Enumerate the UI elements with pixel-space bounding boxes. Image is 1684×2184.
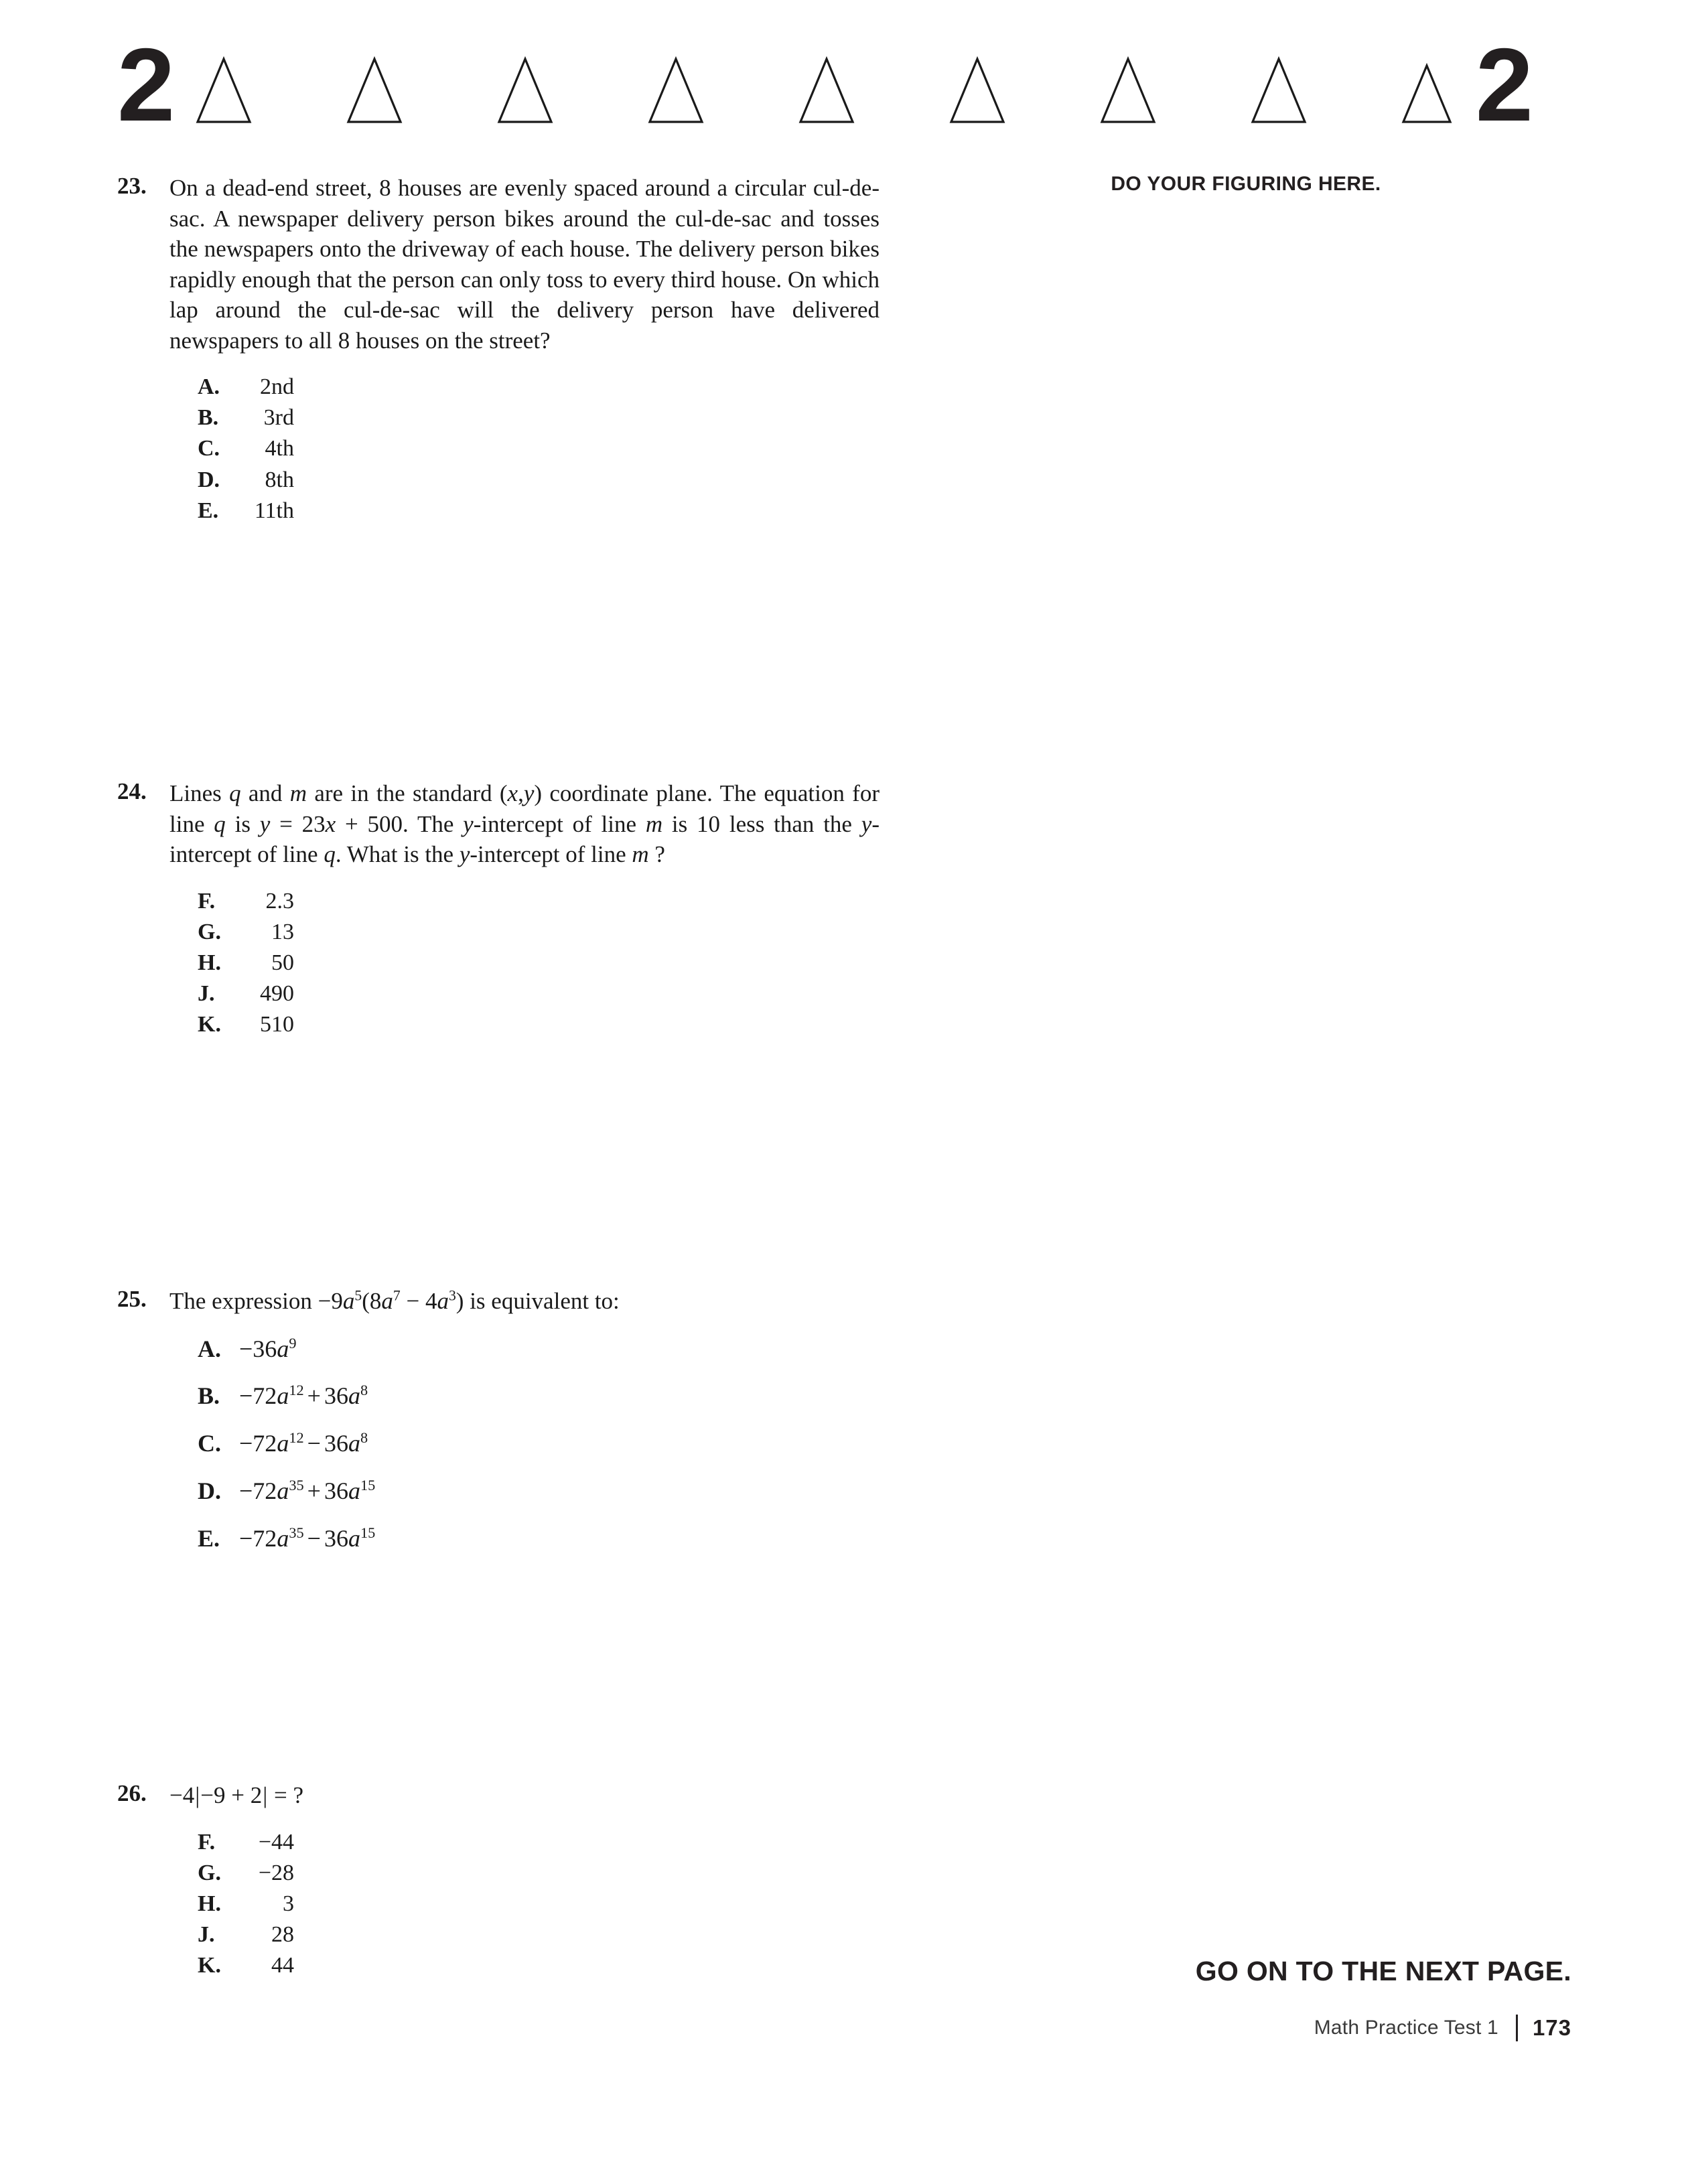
operator: + [307,1477,321,1505]
exponent: 12 [289,1429,304,1447]
answer-choice[interactable] [198,1380,880,1412]
question-25 [117,1286,880,1570]
math-variable: a [348,1477,360,1505]
question-23 [117,173,880,526]
stem-text: = 23 [270,810,326,837]
exponent: 3 [448,1287,456,1304]
math-variable: y [523,780,535,806]
math-variable: a [437,1288,449,1314]
test-name-label: Math Practice Test 1 [1314,2017,1498,2039]
figuring-column [938,173,1554,196]
coefficient: 36 [324,1477,348,1505]
question-stem [169,778,880,870]
question-stem [169,1780,880,1811]
go-on-to-next-page-label: GO ON TO THE NEXT PAGE. [1195,1956,1571,1986]
answer-choice[interactable] [198,886,880,917]
choice-letter: J. [198,1922,215,1948]
choice-value [239,1522,375,1555]
stem-text: . What is the [335,841,460,867]
expr-part: −9 + 2 [200,1782,263,1808]
expr-part: − 4 [400,1288,437,1314]
answer-choices [169,1333,880,1556]
stem-text: Lines [169,780,230,806]
answer-choice[interactable] [198,1889,880,1919]
answer-choice[interactable] [198,1009,880,1040]
choice-value: 28 [271,1922,294,1948]
coefficient: −36 [239,1335,277,1362]
footer-divider [1516,2015,1518,2041]
answer-choice[interactable] [198,496,880,526]
choice-value: 11th [254,498,294,523]
section-number-right: 2 [1475,26,1531,143]
question-number: 23. [117,173,147,199]
choice-value: 510 [260,1012,294,1037]
answer-choice[interactable] [198,1858,880,1889]
choice-letter: C. [198,436,220,461]
choice-letter: B. [198,1382,220,1410]
coefficient: −72 [239,1525,277,1552]
math-variable: a [381,1288,393,1314]
choice-letter: D. [198,467,220,492]
answer-choices [169,1827,880,1982]
section-number-left: 2 [117,26,173,143]
question-stem: On a dead-end street, 8 houses are evenly spaced around a circular cul-de-sac. A newspaper delivery person bikes around the cul-de-sac and tosses the newspapers onto the driveway of each house. The delivery person bikes rapidly enough that the person can only toss to every third house. On which lap around the cul-de-sac will the delivery person have delivered newspapers to all 8 houses on the street? [169,175,880,354]
do-your-figuring-here-label: DO YOUR FIGURING HERE. [1111,173,1381,195]
choice-letter: C. [198,1430,221,1457]
triangle-outline-icon [798,56,855,125]
triangle-outline-icon [346,56,403,125]
coefficient: 36 [324,1430,348,1457]
math-variable: a [277,1525,289,1552]
operator: − [307,1525,321,1552]
question-number: 25. [117,1286,147,1312]
page-footer [1314,2015,1571,2041]
stem-text: ? [648,841,665,867]
triangle-outline-icon [1099,56,1157,125]
choice-value: 8th [265,467,294,492]
triangle-outline-icon [496,56,554,125]
answer-choice[interactable] [198,1950,880,1981]
triangle-outline-icon [949,56,1006,125]
math-variable: y [259,810,271,837]
choice-letter: E. [198,1525,220,1552]
question-number: 26. [117,1780,147,1806]
choice-value: 490 [260,981,294,1007]
choice-value: −28 [258,1860,294,1885]
choice-value: −44 [258,1829,294,1854]
absolute-bar: | [195,1782,200,1808]
stem-text: The expression [169,1288,318,1314]
stem-text: -intercept of line [169,810,880,867]
math-variable: y [459,841,470,867]
choice-value: 13 [271,919,294,944]
exponent: 35 [289,1477,304,1494]
question-stem [169,1286,880,1317]
math-variable: m [289,780,307,806]
stem-text: ) coordinate plane. The equation for line [169,780,880,837]
math-variable: a [348,1525,360,1552]
exponent: 8 [360,1382,368,1399]
triangle-outline-icon [1401,63,1453,125]
choice-letter: H. [198,1891,221,1916]
choice-letter: J. [198,981,215,1007]
expr-part: −4 [169,1782,195,1808]
answer-choice[interactable] [198,1427,880,1460]
answer-choice[interactable] [198,372,880,403]
choice-letter: K. [198,1012,221,1037]
operator: − [307,1430,321,1457]
triangle-row [172,56,1476,127]
stem-text: is [225,810,260,837]
answer-choice[interactable] [198,1522,880,1555]
coefficient: −72 [239,1477,277,1505]
choice-value: 3rd [263,405,294,431]
math-variable: q [324,841,336,867]
exponent: 35 [289,1524,304,1542]
math-variable: x [325,810,336,837]
exponent: 5 [354,1287,362,1304]
choice-value: 4th [265,436,294,461]
exponent: 9 [289,1334,297,1352]
stem-text: is 10 less than the [662,810,861,837]
answer-choice[interactable] [198,917,880,948]
math-variable: a [277,1335,289,1362]
stem-text: -intercept of line [473,810,646,837]
math-variable: a [277,1430,289,1457]
choice-letter: A. [198,1335,221,1362]
math-variable: q [229,780,241,806]
math-expression [318,1288,464,1314]
choice-value [239,1380,368,1412]
stem-text: are in the standard ( [307,780,508,806]
question-24 [117,778,880,1041]
choice-letter: H. [198,950,221,975]
answer-choice[interactable] [198,403,880,433]
choice-letter: A. [198,374,220,399]
choice-letter: E. [198,498,219,523]
expr-part: = ? [268,1782,304,1808]
triangle-outline-icon [195,56,253,125]
coefficient: 36 [324,1382,348,1410]
coefficient: −72 [239,1382,277,1410]
exponent: 15 [360,1477,376,1494]
stem-text: -intercept of line [470,841,632,867]
expr-part: −9 [318,1288,343,1314]
answer-choice[interactable] [198,948,880,978]
page-number: 173 [1532,2015,1571,2040]
math-variable: x [507,780,518,806]
answer-choice[interactable] [198,1475,880,1508]
choice-value [239,1475,375,1508]
math-variable: a [342,1288,355,1314]
coefficient: 36 [324,1525,348,1552]
question-number: 24. [117,778,147,804]
math-variable: q [214,810,226,837]
answer-choice[interactable] [198,1919,880,1950]
answer-choice[interactable] [198,978,880,1009]
stem-text: , [518,780,524,806]
expr-part: ) [455,1288,464,1314]
stem-text: + 500. The [336,810,464,837]
triangle-outline-icon [1250,56,1308,125]
answer-choice[interactable] [198,433,880,464]
choice-value [239,1333,296,1366]
math-expression [169,1782,303,1808]
choice-letter: K. [198,1953,221,1978]
answer-choice[interactable] [198,465,880,496]
coefficient: −72 [239,1430,277,1457]
math-variable: a [277,1477,289,1505]
operator: + [307,1382,321,1410]
stem-text: is equivalent to: [464,1288,620,1314]
math-variable: a [277,1382,289,1410]
math-variable: m [645,810,663,837]
math-variable: a [348,1430,360,1457]
choice-letter: F. [198,888,216,914]
math-variable: m [632,841,649,867]
choice-value: 50 [271,950,294,975]
math-variable: y [463,810,474,837]
choice-value: 3 [283,1891,294,1916]
answer-choices [169,886,880,1041]
choice-letter: G. [198,919,221,944]
choice-letter: B. [198,405,219,431]
absolute-bar: | [263,1782,268,1808]
stem-text: and [240,780,290,806]
answer-choice[interactable] [198,1827,880,1858]
choice-letter: D. [198,1477,221,1505]
choice-letter: F. [198,1829,216,1854]
choice-value: 2.3 [265,888,294,914]
choice-value: 44 [271,1953,294,1978]
triangle-outline-icon [647,56,705,125]
math-variable: y [861,810,872,837]
answer-choice[interactable] [198,1333,880,1366]
question-26 [117,1780,880,1982]
exponent: 8 [360,1429,368,1447]
page-header [117,20,1531,143]
choice-value: 2nd [260,374,294,399]
choice-letter: G. [198,1860,221,1885]
answer-choices [169,372,880,526]
expr-part: (8 [362,1288,382,1314]
math-variable: a [348,1382,360,1410]
exponent: 7 [393,1287,401,1304]
exponent: 12 [289,1382,304,1399]
exponent: 15 [360,1524,376,1542]
choice-value [239,1427,368,1460]
